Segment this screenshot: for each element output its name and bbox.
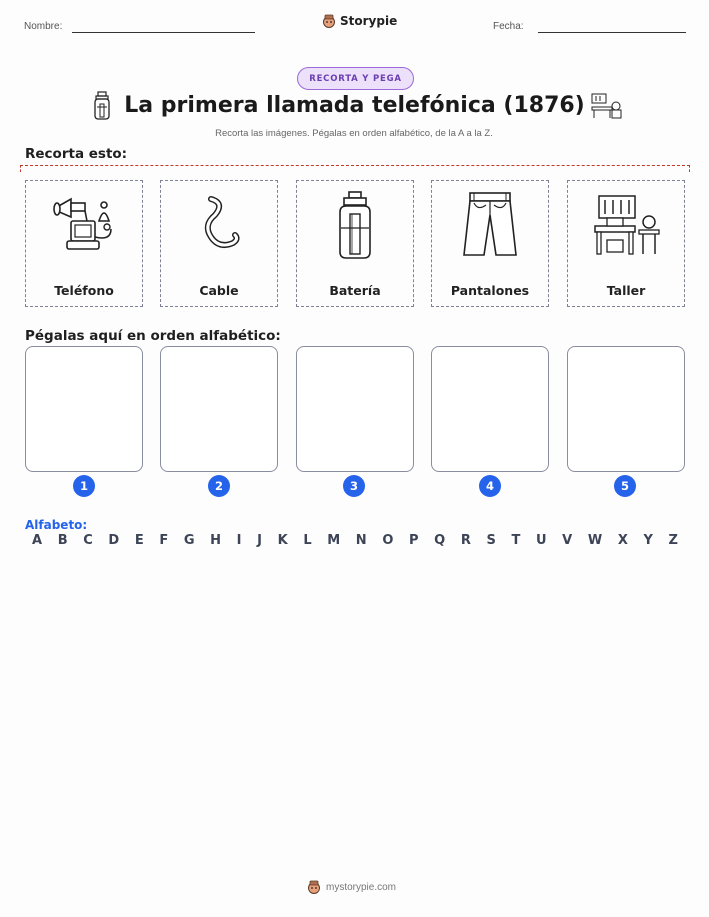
paste-heading: Pégalas aquí en orden alfabético: — [25, 328, 281, 344]
jar-battery-icon — [330, 190, 380, 260]
workshop-icon — [591, 192, 661, 258]
title-left-icon — [92, 91, 112, 125]
cut-card-cable[interactable] — [160, 180, 278, 307]
letter: D — [108, 533, 120, 548]
letter: N — [355, 533, 367, 548]
letter: G — [183, 533, 195, 548]
paste-slot-5[interactable] — [567, 346, 685, 472]
logo-text: Storypie — [340, 14, 398, 28]
letter: Q — [434, 533, 446, 548]
slot-number-3: 3 — [343, 475, 365, 497]
storypie-logo — [322, 14, 397, 28]
slot-number-1: 1 — [73, 475, 95, 497]
cut-card-bateria[interactable] — [296, 180, 414, 307]
alphabet-heading: Alfabeto: — [25, 518, 88, 532]
antique-telephone-icon — [49, 193, 119, 257]
letter: R — [460, 533, 471, 548]
workshop-small-icon — [590, 92, 622, 120]
storypie-mascot-icon — [307, 880, 321, 894]
name-label: Nombre: — [24, 21, 63, 32]
card-label: Batería — [329, 283, 381, 298]
activity-badge: RECORTA Y PEGA — [297, 67, 414, 90]
instructions: Recorta las imágenes. Pégalas en orden alfabético, de la A a la Z. — [215, 128, 493, 139]
cut-card-taller[interactable] — [567, 180, 685, 307]
jar-battery-small-icon — [92, 91, 112, 121]
page-title: La primera llamada telefónica (1876) — [124, 93, 585, 118]
name-line[interactable] — [72, 32, 255, 33]
paste-slot-2[interactable] — [160, 346, 278, 472]
card-label: Teléfono — [54, 283, 114, 298]
pants-icon — [460, 191, 520, 259]
letter: O — [382, 533, 394, 548]
letter: Z — [668, 533, 678, 548]
paste-slot-3[interactable] — [296, 346, 414, 472]
storypie-mascot-icon — [322, 14, 336, 28]
letter: V — [562, 533, 573, 548]
slot-number-2: 2 — [208, 475, 230, 497]
letter: J — [257, 533, 262, 548]
paste-slot-4[interactable] — [431, 346, 549, 472]
letter: F — [159, 533, 169, 548]
slot-number-5: 5 — [614, 475, 636, 497]
letter: K — [277, 533, 288, 548]
footer-url[interactable]: mystorypie.com — [326, 881, 397, 893]
cut-card-pantalones[interactable] — [431, 180, 549, 307]
cable-icon — [189, 193, 249, 257]
letter: U — [535, 533, 547, 548]
letter: P — [409, 533, 419, 548]
letter: H — [210, 533, 222, 548]
date-line[interactable] — [538, 32, 686, 33]
letter: L — [303, 533, 312, 548]
letter: E — [134, 533, 144, 548]
card-label: Taller — [606, 283, 646, 298]
paste-slot-1[interactable] — [25, 346, 143, 472]
alphabet-row — [32, 533, 678, 548]
letter: X — [617, 533, 628, 548]
letter: A — [32, 533, 43, 548]
footer — [307, 880, 396, 894]
letter: I — [236, 533, 242, 548]
cut-line — [20, 165, 690, 172]
title-right-icon — [590, 92, 622, 124]
letter: M — [327, 533, 341, 548]
card-label: Cable — [199, 283, 239, 298]
letter: B — [57, 533, 68, 548]
card-label: Pantalones — [450, 283, 530, 298]
letter: W — [587, 533, 603, 548]
date-label: Fecha: — [493, 21, 524, 32]
slot-number-4: 4 — [479, 475, 501, 497]
letter: C — [83, 533, 93, 548]
cut-heading: Recorta esto: — [25, 146, 128, 162]
letter: T — [511, 533, 521, 548]
cut-card-telefono[interactable] — [25, 180, 143, 307]
letter: Y — [643, 533, 653, 548]
letter: S — [486, 533, 496, 548]
